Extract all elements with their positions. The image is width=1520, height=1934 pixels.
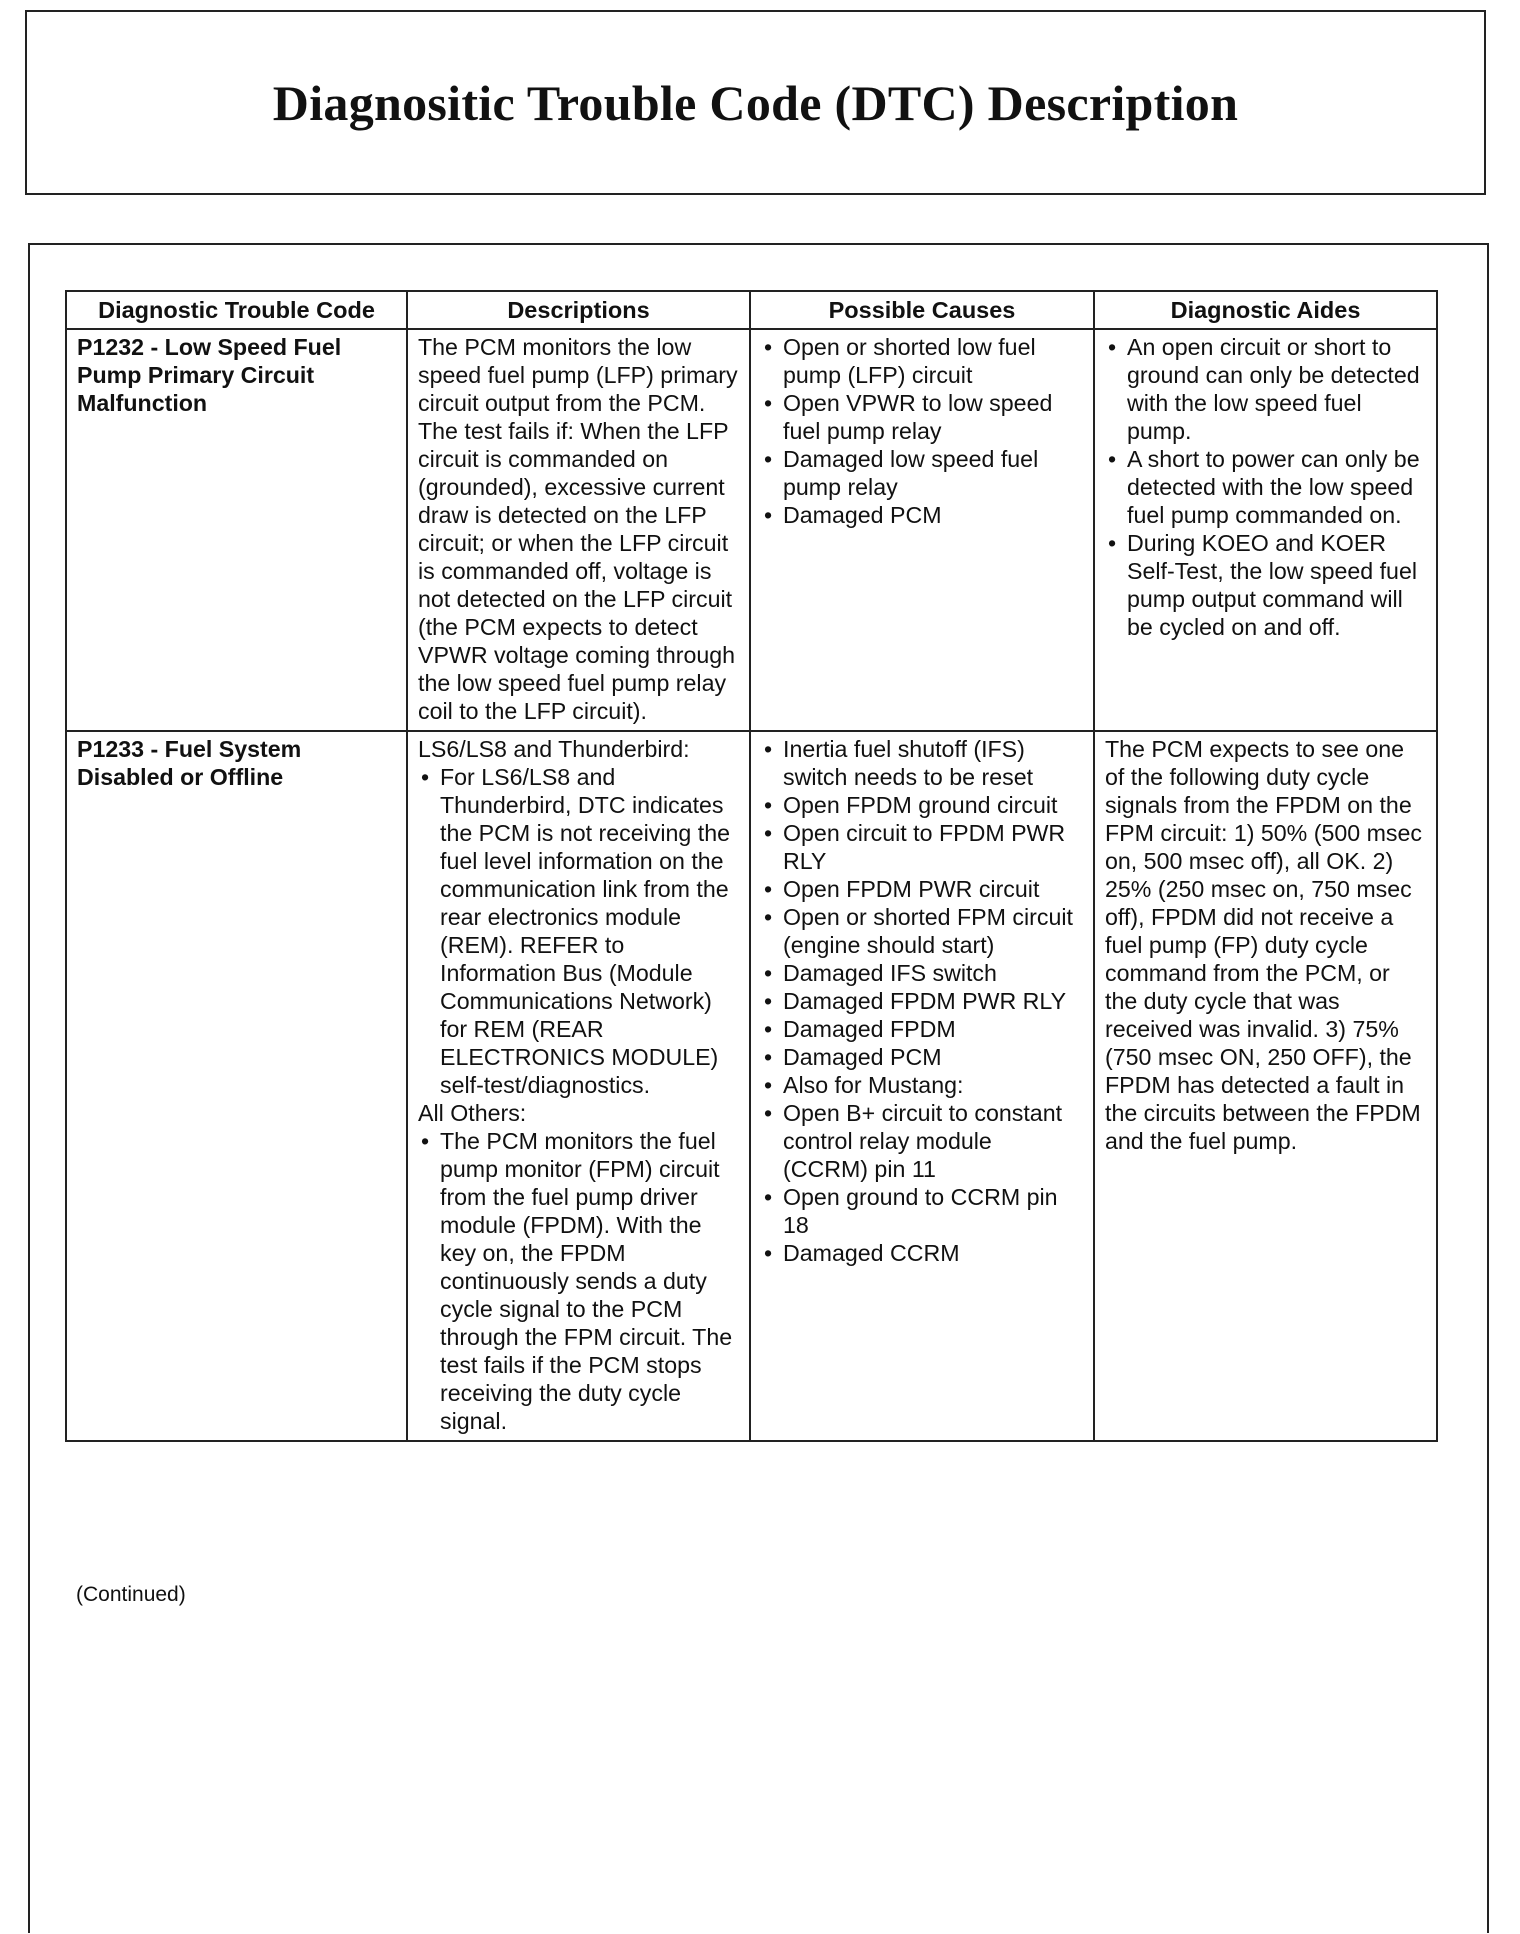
dtc-description: The PCM monitors the low speed fuel pump (LFP) primary circuit output from the PCM. The test fails if: When the LFP circuit is commanded on (grounded), excessive current draw is detected on the LFP circuit; or when the LFP circuit is commanded off, voltage is not detected on the LFP circuit (the PCM expects to detect VPWR voltage coming through the low speed fuel pump relay coil to the LFP circuit).: [407, 329, 750, 731]
list-item: • An open circuit or short to ground can only be detected with the low speed fuel pump.: [1105, 333, 1426, 445]
list-item: • Open VPWR to low speed fuel pump relay: [761, 389, 1083, 445]
dtc-table: [65, 290, 1438, 1442]
list-item: • Damaged FPDM: [761, 1015, 1083, 1043]
table-row: [66, 731, 1437, 1441]
dtc-code: P1232 - Low Speed Fuel Pump Primary Circuit Malfunction: [66, 329, 407, 731]
list-item: • Damaged IFS switch: [761, 959, 1083, 987]
list-item: • Damaged low speed fuel pump relay: [761, 445, 1083, 501]
list-item: • Open B+ circuit to constant control relay module (CCRM) pin 11: [761, 1099, 1083, 1183]
dtc-description: [407, 731, 750, 1441]
page-title: Diagnositic Trouble Code (DTC) Description: [272, 74, 1239, 131]
possible-causes: [750, 329, 1094, 731]
list-item: • Open ground to CCRM pin 18: [761, 1183, 1083, 1239]
list-item: • Open or shorted low fuel pump (LFP) circuit: [761, 333, 1083, 389]
possible-causes: [750, 731, 1094, 1441]
header-aides: Diagnostic Aides: [1094, 291, 1437, 329]
list-item: • Inertia fuel shutoff (IFS) switch needs to be reset: [761, 735, 1083, 791]
list-item: • During KOEO and KOER Self-Test, the low speed fuel pump output command will be cycled on and off.: [1105, 529, 1426, 641]
list-item: • Damaged PCM: [761, 501, 1083, 529]
header-code: Diagnostic Trouble Code: [66, 291, 407, 329]
causes-list: [761, 735, 1083, 1267]
table-header-row: [66, 291, 1437, 329]
description-intro: LS6/LS8 and Thunderbird:: [418, 736, 690, 762]
header-causes: Possible Causes: [750, 291, 1094, 329]
list-item: • Open or shorted FPM circuit (engine should start): [761, 903, 1083, 959]
list-item: • Open FPDM PWR circuit: [761, 875, 1083, 903]
causes-list: [761, 333, 1083, 529]
header-descriptions: Descriptions: [407, 291, 750, 329]
list-item: • Damaged PCM: [761, 1043, 1083, 1071]
aides-list: [1105, 333, 1426, 641]
continued-note: (Continued): [76, 1583, 186, 1606]
list-item: • The PCM monitors the fuel pump monitor (FPM) circuit from the fuel pump driver module (FPDM). With the key on, the FPDM continuously sends a duty cycle signal to the PCM through the FPM circuit. The test fails if the PCM stops receiving the duty cycle signal.: [418, 1127, 739, 1435]
diagnostic-aides: [1094, 329, 1437, 731]
dtc-code: P1233 - Fuel System Disabled or Offline: [66, 731, 407, 1441]
list-item: • A short to power can only be detected with the low speed fuel pump commanded on.: [1105, 445, 1426, 529]
list-item: • Damaged CCRM: [761, 1239, 1083, 1267]
table-row: [66, 329, 1437, 731]
description-list: [418, 763, 739, 1099]
description-intro: All Others:: [418, 1100, 527, 1126]
title-box: [25, 10, 1486, 195]
list-item: • Open FPDM ground circuit: [761, 791, 1083, 819]
description-list: [418, 1127, 739, 1435]
list-item: • Also for Mustang:: [761, 1071, 1083, 1099]
diagnostic-aides: The PCM expects to see one of the following duty cycle signals from the FPDM on the FPM circuit: 1) 50% (500 msec on, 500 msec off), all OK. 2) 25% (250 msec on, 750 msec off), FPDM did not receive a fuel pump (FP) duty cycle command from the PCM, or the duty cycle that was received was invalid. 3) 75% (750 msec ON, 250 OFF), the FPDM has detected a fault in the circuits between the FPDM and the fuel pump.: [1094, 731, 1437, 1441]
list-item: • Open circuit to FPDM PWR RLY: [761, 819, 1083, 875]
list-item: • For LS6/LS8 and Thunderbird, DTC indicates the PCM is not receiving the fuel level information on the communication link from the rear electronics module (REM). REFER to Information Bus (Module Communications Network) for REM (REAR ELECTRONICS MODULE) self-test/diagnostics.: [418, 763, 739, 1099]
list-item: • Damaged FPDM PWR RLY: [761, 987, 1083, 1015]
